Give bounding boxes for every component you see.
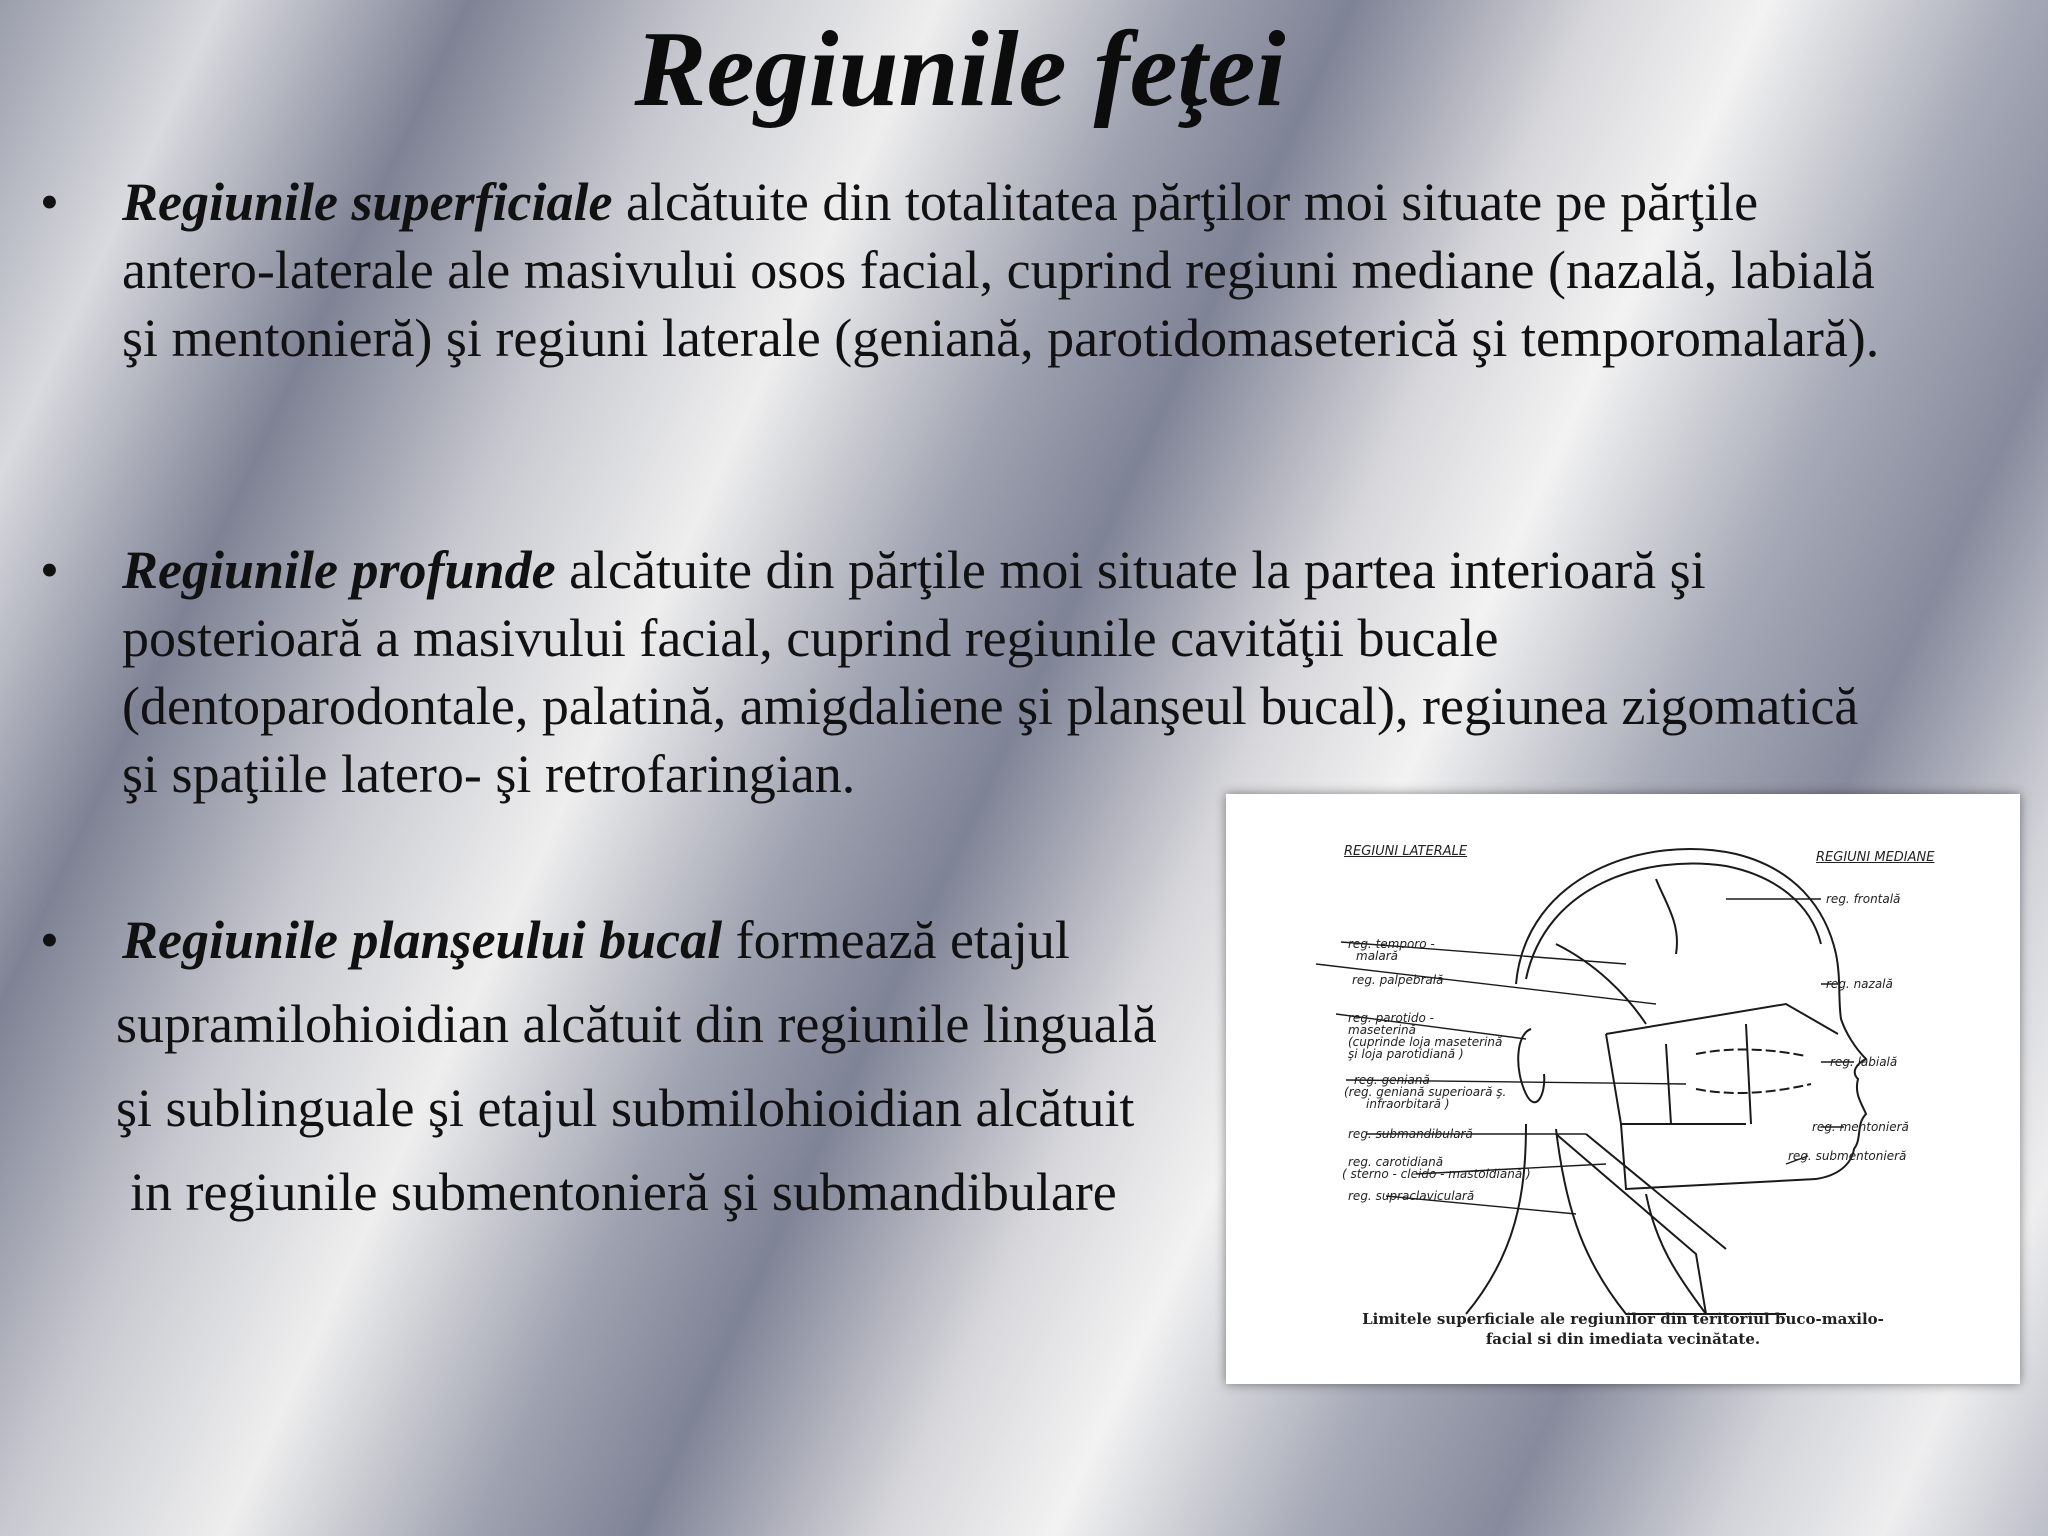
label-nasal: reg. nazală xyxy=(1826,977,1893,991)
label-frontal: reg. frontală xyxy=(1826,892,1901,906)
label-genian: reg. geniană xyxy=(1354,1073,1430,1087)
label-genian: (reg. geniană superioară ş. xyxy=(1344,1085,1507,1099)
bullet-text xyxy=(122,536,1872,808)
label-parotido: reg. parotido - xyxy=(1348,1011,1434,1025)
bullet-text xyxy=(122,168,1922,372)
figure-caption: facial si din imediata vecinătate. xyxy=(1485,1330,1761,1348)
label-temporo-malar: malară xyxy=(1356,949,1399,963)
bullet-dot: • xyxy=(40,540,59,600)
label-genian: infraorbitară ) xyxy=(1366,1097,1450,1111)
bullet-lead: Regiunile planşeului bucal xyxy=(122,910,723,970)
label-carotid: reg. carotidiană xyxy=(1348,1155,1444,1169)
label-supraclavicular: reg. supraclaviculară xyxy=(1348,1189,1475,1203)
bullet-body: formează etajul xyxy=(722,910,1070,970)
label-parotido: (cuprinde loja maseterină xyxy=(1348,1035,1503,1049)
label-labial: reg. labială xyxy=(1830,1055,1898,1069)
bullet-lead: Regiunile profunde xyxy=(122,540,556,600)
bullet-body: alcătuite din părţile moi situate la partea interioară şi posterioară a masivului facial, cuprind regiunile cavităţii bucale (dentoparodontale, palatină, amigdaliene şi planşeul bucal), regiunea zigomatică şi spaţiile latero- şi retrofaringian. xyxy=(122,540,1859,804)
bullet-continuation: şi sublinguale şi etajul submilohioidian alcătuit xyxy=(116,1078,1135,1138)
bullet-continuation: in regiunile submentonieră şi submandibulare xyxy=(130,1162,1117,1222)
label-carotid: ( sterno - cleido - mastoidiană ) xyxy=(1342,1167,1531,1181)
label-parotido: maseterină xyxy=(1348,1023,1416,1037)
bullet-lead: Regiunile superficiale xyxy=(122,172,613,232)
figure-header-right: REGIUNI MEDIANE xyxy=(1816,850,1935,865)
label-parotido: şi loja parotidiană ) xyxy=(1348,1047,1464,1061)
label-temporo-malar: reg. temporo - xyxy=(1348,937,1435,951)
slide-title: Regiunile feţei xyxy=(634,10,1286,129)
figure-header-left: REGIUNI LATERALE xyxy=(1344,844,1468,859)
label-palpebral: reg. palpebrală xyxy=(1352,973,1444,987)
figure-caption: Limitele superficiale ale regiunilor din teritoriul buco-maxilo- xyxy=(1362,1310,1884,1328)
bullet-continuation: supramilohioidian alcătuit din regiunile linguală xyxy=(116,994,1157,1054)
bullet-text xyxy=(122,906,1222,974)
bullet-dot: • xyxy=(40,172,59,232)
bullet-body: alcătuite din totalitatea părţilor moi situate pe părţile antero-laterale ale masivului osos facial, cuprind regiuni mediane (nazală, labială şi mentonieră) şi regiuni laterale (geniană, parotidomaseterică şi temporomalară). xyxy=(122,172,1880,368)
bullet-dot: • xyxy=(40,910,59,970)
label-submandibular: reg. submandibulară xyxy=(1348,1127,1473,1141)
label-mentonier: reg. mentonieră xyxy=(1812,1120,1909,1134)
label-submentonier: reg. submentonieră xyxy=(1788,1149,1907,1163)
anatomy-figure xyxy=(1226,794,2020,1384)
